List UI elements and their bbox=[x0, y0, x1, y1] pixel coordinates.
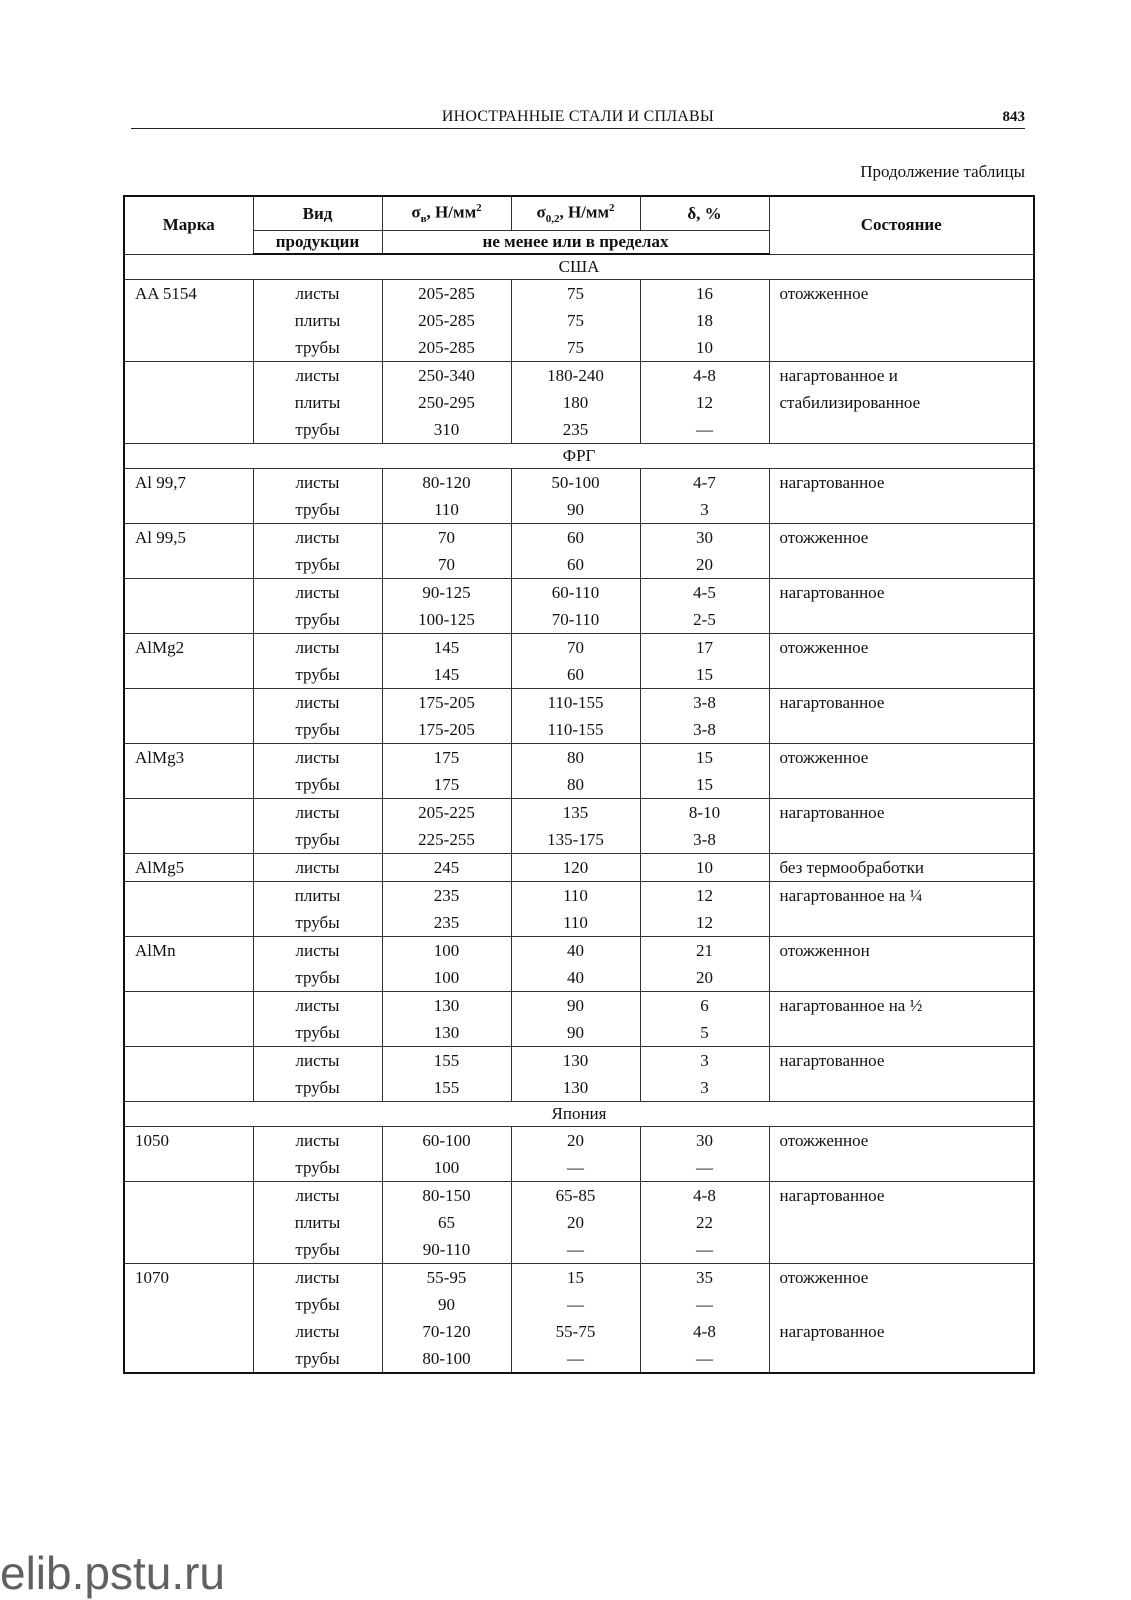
cell-state: нагартованное bbox=[769, 469, 1034, 497]
cell-product: листы bbox=[253, 1047, 382, 1075]
table-row bbox=[124, 854, 1034, 882]
cell-sigma-02: — bbox=[511, 1236, 640, 1264]
cell-state bbox=[769, 716, 1034, 744]
cell-sigma-b: 90-125 bbox=[382, 579, 511, 607]
cell-delta: 15 bbox=[640, 661, 769, 689]
cell-marka: AlMg5 bbox=[124, 854, 253, 882]
cell-state: нагартованное bbox=[769, 689, 1034, 717]
table-row bbox=[124, 1236, 1034, 1264]
cell-delta: 4-8 bbox=[640, 362, 769, 390]
section-country: США bbox=[124, 254, 1034, 280]
table-row bbox=[124, 937, 1034, 965]
cell-delta: 18 bbox=[640, 307, 769, 334]
cell-state: нагартованное на ¼ bbox=[769, 882, 1034, 910]
cell-product: листы bbox=[253, 1318, 382, 1345]
cell-product: листы bbox=[253, 937, 382, 965]
cell-state: отожженное bbox=[769, 1127, 1034, 1155]
cell-sigma-b: 80-100 bbox=[382, 1345, 511, 1373]
cell-delta: 3 bbox=[640, 1047, 769, 1075]
cell-delta: — bbox=[640, 416, 769, 444]
table-row bbox=[124, 1345, 1034, 1373]
cell-marka bbox=[124, 689, 253, 717]
cell-product: листы bbox=[253, 579, 382, 607]
cell-delta: 3-8 bbox=[640, 826, 769, 854]
header-subheader: не менее или в пределах bbox=[382, 231, 769, 255]
cell-product: листы bbox=[253, 634, 382, 662]
table-row bbox=[124, 716, 1034, 744]
header-vid-line2: продукции bbox=[253, 231, 382, 255]
cell-sigma-02: 60-110 bbox=[511, 579, 640, 607]
cell-state: стабилизированное bbox=[769, 389, 1034, 416]
cell-delta: 4-7 bbox=[640, 469, 769, 497]
cell-state bbox=[769, 1019, 1034, 1047]
cell-delta: 3 bbox=[640, 1074, 769, 1102]
cell-delta: 20 bbox=[640, 964, 769, 992]
cell-marka bbox=[124, 799, 253, 827]
cell-marka bbox=[124, 992, 253, 1020]
table-row bbox=[124, 1182, 1034, 1210]
cell-sigma-b: 235 bbox=[382, 882, 511, 910]
cell-sigma-b: 70 bbox=[382, 551, 511, 579]
cell-delta: 3-8 bbox=[640, 716, 769, 744]
cell-delta: 30 bbox=[640, 1127, 769, 1155]
cell-marka bbox=[124, 661, 253, 689]
cell-delta: 4-8 bbox=[640, 1182, 769, 1210]
cell-sigma-b: 225-255 bbox=[382, 826, 511, 854]
cell-delta: 30 bbox=[640, 524, 769, 552]
cell-marka bbox=[124, 389, 253, 416]
table-row bbox=[124, 389, 1034, 416]
cell-product: листы bbox=[253, 469, 382, 497]
table-row bbox=[124, 1019, 1034, 1047]
cell-state bbox=[769, 1345, 1034, 1373]
cell-state: нагартованное bbox=[769, 1182, 1034, 1210]
cell-sigma-b: 310 bbox=[382, 416, 511, 444]
table-row bbox=[124, 334, 1034, 362]
table-row bbox=[124, 689, 1034, 717]
cell-marka bbox=[124, 882, 253, 910]
cell-state: отожженное bbox=[769, 744, 1034, 772]
table-continuation-caption: Продолжение таблицы bbox=[860, 162, 1025, 181]
cell-sigma-02: 20 bbox=[511, 1209, 640, 1236]
table-row bbox=[124, 964, 1034, 992]
cell-product: листы bbox=[253, 1264, 382, 1292]
cell-state bbox=[769, 661, 1034, 689]
cell-marka bbox=[124, 1182, 253, 1210]
cell-marka bbox=[124, 1345, 253, 1373]
cell-delta: 3-8 bbox=[640, 689, 769, 717]
cell-marka: 1050 bbox=[124, 1127, 253, 1155]
cell-sigma-b: 130 bbox=[382, 1019, 511, 1047]
cell-sigma-b: 100 bbox=[382, 1154, 511, 1182]
cell-sigma-02: 110-155 bbox=[511, 716, 640, 744]
cell-product: трубы bbox=[253, 964, 382, 992]
cell-marka bbox=[124, 964, 253, 992]
cell-product: плиты bbox=[253, 1209, 382, 1236]
cell-marka: Al 99,7 bbox=[124, 469, 253, 497]
cell-sigma-02: 135-175 bbox=[511, 826, 640, 854]
cell-sigma-b: 130 bbox=[382, 992, 511, 1020]
section-row bbox=[124, 254, 1034, 280]
running-title: ИНОСТРАННЫЕ СТАЛИ И СПЛАВЫ bbox=[441, 108, 715, 125]
properties-table bbox=[123, 195, 1035, 1374]
cell-marka bbox=[124, 1074, 253, 1102]
cell-state bbox=[769, 334, 1034, 362]
cell-delta: 15 bbox=[640, 744, 769, 772]
cell-sigma-b: 245 bbox=[382, 854, 511, 882]
cell-marka bbox=[124, 606, 253, 634]
cell-sigma-b: 90 bbox=[382, 1291, 511, 1318]
cell-product: трубы bbox=[253, 606, 382, 634]
cell-sigma-b: 60-100 bbox=[382, 1127, 511, 1155]
cell-marka: AlMg2 bbox=[124, 634, 253, 662]
cell-state bbox=[769, 1291, 1034, 1318]
cell-product: трубы bbox=[253, 909, 382, 937]
table-row bbox=[124, 469, 1034, 497]
cell-product: листы bbox=[253, 854, 382, 882]
header-delta: δ, % bbox=[640, 196, 769, 231]
table-row bbox=[124, 1318, 1034, 1345]
cell-sigma-b: 110 bbox=[382, 496, 511, 524]
cell-marka: AlMg3 bbox=[124, 744, 253, 772]
cell-sigma-b: 205-285 bbox=[382, 280, 511, 308]
cell-marka bbox=[124, 909, 253, 937]
cell-product: трубы bbox=[253, 551, 382, 579]
table-row bbox=[124, 362, 1034, 390]
cell-product: листы bbox=[253, 524, 382, 552]
cell-sigma-02: 70 bbox=[511, 634, 640, 662]
cell-state bbox=[769, 416, 1034, 444]
cell-marka bbox=[124, 416, 253, 444]
cell-product: листы bbox=[253, 362, 382, 390]
cell-state bbox=[769, 909, 1034, 937]
cell-state bbox=[769, 1074, 1034, 1102]
cell-sigma-02: 130 bbox=[511, 1047, 640, 1075]
cell-delta: 10 bbox=[640, 334, 769, 362]
table-body bbox=[124, 254, 1034, 1373]
cell-sigma-02: 180-240 bbox=[511, 362, 640, 390]
table-row bbox=[124, 1047, 1034, 1075]
cell-sigma-b: 100 bbox=[382, 964, 511, 992]
cell-state bbox=[769, 826, 1034, 854]
cell-sigma-02: 75 bbox=[511, 280, 640, 308]
cell-delta: — bbox=[640, 1345, 769, 1373]
cell-product: плиты bbox=[253, 389, 382, 416]
cell-delta: 6 bbox=[640, 992, 769, 1020]
cell-state: нагартованное bbox=[769, 579, 1034, 607]
cell-sigma-02: 15 bbox=[511, 1264, 640, 1292]
cell-marka: 1070 bbox=[124, 1264, 253, 1292]
header-state: Состояние bbox=[769, 196, 1034, 254]
cell-product: плиты bbox=[253, 307, 382, 334]
cell-product: листы bbox=[253, 992, 382, 1020]
cell-sigma-b: 155 bbox=[382, 1047, 511, 1075]
cell-marka bbox=[124, 826, 253, 854]
cell-marka bbox=[124, 551, 253, 579]
cell-product: трубы bbox=[253, 1019, 382, 1047]
cell-marka bbox=[124, 334, 253, 362]
cell-state bbox=[769, 964, 1034, 992]
cell-product: трубы bbox=[253, 661, 382, 689]
cell-sigma-02: 60 bbox=[511, 661, 640, 689]
cell-delta: 4-8 bbox=[640, 1318, 769, 1345]
cell-marka bbox=[124, 496, 253, 524]
cell-sigma-b: 70-120 bbox=[382, 1318, 511, 1345]
cell-state bbox=[769, 1154, 1034, 1182]
cell-product: листы bbox=[253, 1182, 382, 1210]
cell-marka: AA 5154 bbox=[124, 280, 253, 308]
cell-delta: 10 bbox=[640, 854, 769, 882]
cell-sigma-02: 50-100 bbox=[511, 469, 640, 497]
cell-sigma-02: — bbox=[511, 1154, 640, 1182]
header-sigma-02: $\sigma_{0,2}$, $Н/мм^2$ bbox=[511, 196, 640, 231]
cell-marka bbox=[124, 1318, 253, 1345]
cell-sigma-b: 155 bbox=[382, 1074, 511, 1102]
header-vid: Вид bbox=[253, 196, 382, 231]
cell-sigma-02: 70-110 bbox=[511, 606, 640, 634]
cell-sigma-b: 175 bbox=[382, 771, 511, 799]
cell-delta: 4-5 bbox=[640, 579, 769, 607]
cell-sigma-b: 175-205 bbox=[382, 689, 511, 717]
cell-sigma-02: 90 bbox=[511, 992, 640, 1020]
cell-sigma-02: 110 bbox=[511, 882, 640, 910]
cell-delta: 5 bbox=[640, 1019, 769, 1047]
cell-delta: 17 bbox=[640, 634, 769, 662]
header-marka: Марка bbox=[124, 196, 253, 254]
cell-marka bbox=[124, 1209, 253, 1236]
cell-product: листы bbox=[253, 689, 382, 717]
cell-product: трубы bbox=[253, 1154, 382, 1182]
table-row bbox=[124, 1154, 1034, 1182]
cell-marka bbox=[124, 716, 253, 744]
table-row bbox=[124, 1291, 1034, 1318]
cell-state bbox=[769, 771, 1034, 799]
cell-sigma-b: 70 bbox=[382, 524, 511, 552]
cell-state: нагартованное bbox=[769, 799, 1034, 827]
cell-product: трубы bbox=[253, 334, 382, 362]
cell-product: трубы bbox=[253, 826, 382, 854]
cell-marka: AlMn bbox=[124, 937, 253, 965]
cell-sigma-b: 235 bbox=[382, 909, 511, 937]
table-row bbox=[124, 661, 1034, 689]
page-number: 843 bbox=[1002, 109, 1025, 125]
cell-marka bbox=[124, 307, 253, 334]
cell-state bbox=[769, 606, 1034, 634]
cell-sigma-b: 250-340 bbox=[382, 362, 511, 390]
cell-state: отожженное bbox=[769, 634, 1034, 662]
cell-product: листы bbox=[253, 799, 382, 827]
cell-sigma-02: 80 bbox=[511, 744, 640, 772]
cell-sigma-02: 135 bbox=[511, 799, 640, 827]
cell-state: отожженное bbox=[769, 280, 1034, 308]
cell-product: листы bbox=[253, 280, 382, 308]
cell-sigma-02: 20 bbox=[511, 1127, 640, 1155]
cell-state: нагартованное и bbox=[769, 362, 1034, 390]
table-row bbox=[124, 1209, 1034, 1236]
cell-sigma-b: 145 bbox=[382, 661, 511, 689]
table-row bbox=[124, 882, 1034, 910]
cell-marka bbox=[124, 1019, 253, 1047]
cell-sigma-02: 130 bbox=[511, 1074, 640, 1102]
table-row bbox=[124, 771, 1034, 799]
cell-delta: 8-10 bbox=[640, 799, 769, 827]
table-row bbox=[124, 606, 1034, 634]
cell-state bbox=[769, 1209, 1034, 1236]
cell-sigma-02: 235 bbox=[511, 416, 640, 444]
cell-state: нагартованное на ½ bbox=[769, 992, 1034, 1020]
table-row bbox=[124, 992, 1034, 1020]
cell-product: трубы bbox=[253, 1291, 382, 1318]
section-country: Япония bbox=[124, 1102, 1034, 1127]
watermark: elib.pstu.ru bbox=[0, 1547, 226, 1599]
cell-delta: 12 bbox=[640, 389, 769, 416]
cell-marka bbox=[124, 362, 253, 390]
cell-state bbox=[769, 1236, 1034, 1264]
cell-sigma-b: 80-120 bbox=[382, 469, 511, 497]
cell-product: плиты bbox=[253, 882, 382, 910]
cell-state: без термообработки bbox=[769, 854, 1034, 882]
cell-sigma-b: 250-295 bbox=[382, 389, 511, 416]
table-row bbox=[124, 579, 1034, 607]
table-row bbox=[124, 1074, 1034, 1102]
cell-delta: 21 bbox=[640, 937, 769, 965]
cell-sigma-b: 100 bbox=[382, 937, 511, 965]
cell-marka bbox=[124, 1291, 253, 1318]
cell-sigma-02: 120 bbox=[511, 854, 640, 882]
cell-sigma-02: 40 bbox=[511, 964, 640, 992]
table-row bbox=[124, 826, 1034, 854]
table-row bbox=[124, 551, 1034, 579]
cell-product: листы bbox=[253, 744, 382, 772]
section-row bbox=[124, 444, 1034, 469]
cell-product: листы bbox=[253, 1127, 382, 1155]
cell-sigma-b: 55-95 bbox=[382, 1264, 511, 1292]
cell-sigma-02: 60 bbox=[511, 524, 640, 552]
cell-state bbox=[769, 496, 1034, 524]
cell-delta: 35 bbox=[640, 1264, 769, 1292]
cell-sigma-02: 60 bbox=[511, 551, 640, 579]
cell-sigma-b: 205-225 bbox=[382, 799, 511, 827]
cell-sigma-02: 110-155 bbox=[511, 689, 640, 717]
cell-state: нагартованное bbox=[769, 1318, 1034, 1345]
cell-sigma-02: 55-75 bbox=[511, 1318, 640, 1345]
table-row bbox=[124, 1127, 1034, 1155]
cell-sigma-02: 80 bbox=[511, 771, 640, 799]
cell-product: трубы bbox=[253, 496, 382, 524]
table-row bbox=[124, 909, 1034, 937]
cell-product: трубы bbox=[253, 416, 382, 444]
section-country: ФРГ bbox=[124, 444, 1034, 469]
cell-product: трубы bbox=[253, 771, 382, 799]
cell-delta: — bbox=[640, 1236, 769, 1264]
cell-sigma-02: — bbox=[511, 1345, 640, 1373]
cell-marka bbox=[124, 1154, 253, 1182]
cell-sigma-02: 180 bbox=[511, 389, 640, 416]
cell-sigma-02: 75 bbox=[511, 307, 640, 334]
cell-sigma-b: 205-285 bbox=[382, 334, 511, 362]
cell-delta: 16 bbox=[640, 280, 769, 308]
cell-sigma-b: 100-125 bbox=[382, 606, 511, 634]
cell-state: отожженнон bbox=[769, 937, 1034, 965]
cell-delta: 15 bbox=[640, 771, 769, 799]
cell-sigma-b: 205-285 bbox=[382, 307, 511, 334]
cell-product: трубы bbox=[253, 1236, 382, 1264]
cell-sigma-b: 90-110 bbox=[382, 1236, 511, 1264]
cell-state: отожженное bbox=[769, 524, 1034, 552]
cell-marka bbox=[124, 1236, 253, 1264]
cell-marka bbox=[124, 579, 253, 607]
table-row bbox=[124, 799, 1034, 827]
table-row bbox=[124, 307, 1034, 334]
cell-sigma-02: 90 bbox=[511, 1019, 640, 1047]
cell-marka bbox=[124, 1047, 253, 1075]
cell-state: нагартованное bbox=[769, 1047, 1034, 1075]
table-row bbox=[124, 524, 1034, 552]
cell-product: трубы bbox=[253, 1345, 382, 1373]
header-sigma-b: $\sigma_в$, $Н/мм^2$ bbox=[382, 196, 511, 231]
cell-delta: — bbox=[640, 1291, 769, 1318]
table-row bbox=[124, 744, 1034, 772]
cell-sigma-02: 65-85 bbox=[511, 1182, 640, 1210]
cell-sigma-b: 65 bbox=[382, 1209, 511, 1236]
cell-delta: 2-5 bbox=[640, 606, 769, 634]
cell-sigma-02: — bbox=[511, 1291, 640, 1318]
cell-sigma-b: 145 bbox=[382, 634, 511, 662]
cell-delta: 12 bbox=[640, 909, 769, 937]
table-row bbox=[124, 634, 1034, 662]
cell-delta: 3 bbox=[640, 496, 769, 524]
running-header bbox=[131, 106, 1025, 129]
cell-state bbox=[769, 551, 1034, 579]
section-row bbox=[124, 1102, 1034, 1127]
cell-sigma-b: 175-205 bbox=[382, 716, 511, 744]
cell-marka: Al 99,5 bbox=[124, 524, 253, 552]
cell-sigma-b: 80-150 bbox=[382, 1182, 511, 1210]
cell-marka bbox=[124, 771, 253, 799]
cell-delta: 22 bbox=[640, 1209, 769, 1236]
table-row bbox=[124, 496, 1034, 524]
cell-state bbox=[769, 307, 1034, 334]
table-row bbox=[124, 1264, 1034, 1292]
table-row bbox=[124, 416, 1034, 444]
table-row bbox=[124, 280, 1034, 308]
cell-sigma-b: 175 bbox=[382, 744, 511, 772]
cell-product: трубы bbox=[253, 716, 382, 744]
cell-sigma-02: 40 bbox=[511, 937, 640, 965]
cell-state: отожженное bbox=[769, 1264, 1034, 1292]
cell-delta: — bbox=[640, 1154, 769, 1182]
cell-delta: 12 bbox=[640, 882, 769, 910]
cell-sigma-02: 90 bbox=[511, 496, 640, 524]
cell-sigma-02: 110 bbox=[511, 909, 640, 937]
cell-product: трубы bbox=[253, 1074, 382, 1102]
cell-sigma-02: 75 bbox=[511, 334, 640, 362]
cell-delta: 20 bbox=[640, 551, 769, 579]
